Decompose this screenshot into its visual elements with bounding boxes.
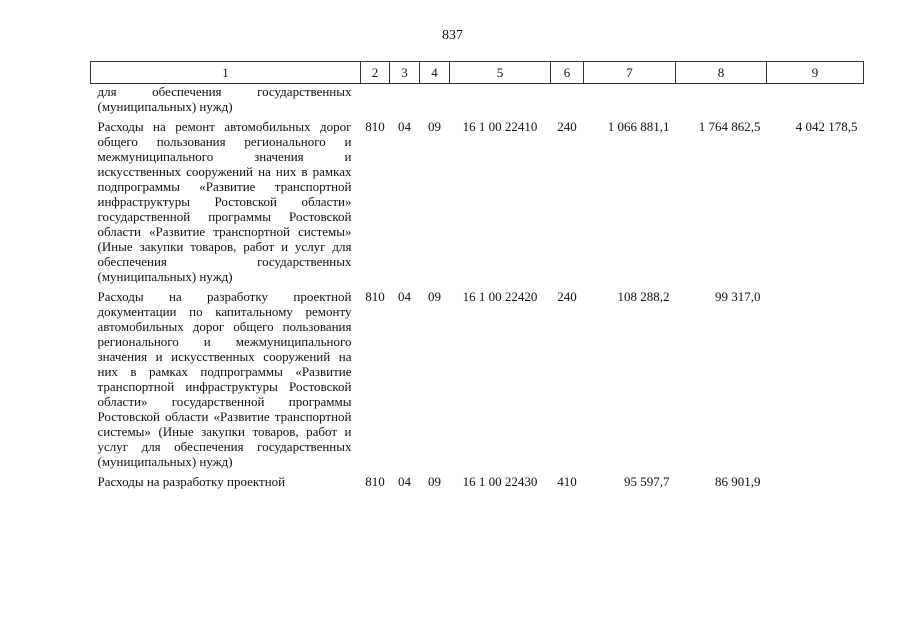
cell-section	[390, 84, 420, 120]
table-row	[91, 119, 864, 289]
column-header-7: 7	[584, 62, 676, 84]
cell-expense-type: 240	[557, 289, 577, 304]
budget-table	[90, 61, 864, 489]
row-description: для обеспечения государственных (муниципальных) нужд)	[97, 84, 352, 114]
cell-amount-col7: 1 066 881,1	[607, 119, 670, 134]
cell-section: 04	[398, 474, 411, 489]
cell-amount-col8	[676, 84, 767, 120]
page-number: 837	[442, 28, 463, 43]
cell-target-code: 16 1 00 22410	[462, 119, 538, 134]
cell-amount-col8: 99 317,0	[715, 289, 761, 304]
cell-amount-col9	[767, 289, 864, 474]
cell-section: 04	[398, 289, 411, 304]
cell-ministry	[361, 84, 390, 120]
column-header-2: 2	[361, 62, 390, 84]
column-header-9: 9	[767, 62, 864, 84]
cell-section: 04	[398, 119, 411, 134]
cell-amount-col9	[767, 474, 864, 489]
cell-subsection: 09	[428, 119, 441, 134]
cell-amount-col8: 1 764 862,5	[698, 119, 761, 134]
cell-amount-col7: 108 288,2	[617, 289, 670, 304]
cell-amount-col7	[584, 84, 676, 120]
column-header-3: 3	[390, 62, 420, 84]
cell-subsection	[420, 84, 450, 120]
cell-expense-type: 240	[557, 119, 577, 134]
cell-target-code: 16 1 00 22430	[462, 474, 538, 489]
cell-target-code	[450, 84, 551, 120]
cell-subsection: 09	[428, 474, 441, 489]
table-header-row	[91, 62, 864, 84]
row-description: Расходы на разработку проектной документации по капитальному ремонту автомобильных дорог общего пользования регионального и межмуниципального значения и искусственных сооружений на них в рамках подпрограммы «Развитие транспортной инфраструктуры Ростовской области» государственной программы Ростовской области «Развитие транспортной системы» (Иные закупки товаров, работ и услуг для обеспечения государственных (муниципальных) нужд)	[97, 289, 352, 469]
cell-amount-col8: 86 901,9	[715, 474, 761, 489]
column-header-8: 8	[676, 62, 767, 84]
cell-expense-type	[551, 84, 584, 120]
table-row	[91, 84, 864, 120]
cell-expense-type: 410	[557, 474, 577, 489]
cell-ministry: 810	[365, 289, 385, 304]
cell-subsection: 09	[428, 289, 441, 304]
cell-ministry: 810	[365, 474, 385, 489]
column-header-4: 4	[420, 62, 450, 84]
table-row	[91, 474, 864, 489]
row-description: Расходы на разработку проектной	[97, 474, 286, 489]
column-header-6: 6	[551, 62, 584, 84]
column-header-5: 5	[450, 62, 551, 84]
cell-amount-col9	[767, 84, 864, 120]
row-description: Расходы на ремонт автомобильных дорог общего пользования регионального и межмуниципального значения и искусственных сооружений на них в рамках подпрограммы «Развитие транспортной инфраструктуры Ростовской области» государственной программы Ростовской области «Развитие транспортной системы» (Иные закупки товаров, работ и услуг для обеспечения государственных (муниципальных) нужд)	[97, 119, 352, 284]
cell-target-code: 16 1 00 22420	[462, 289, 538, 304]
column-header-1: 1	[91, 62, 361, 84]
table-row	[91, 289, 864, 474]
cell-ministry: 810	[365, 119, 385, 134]
cell-amount-col9: 4 042 178,5	[795, 119, 858, 134]
cell-amount-col7: 95 597,7	[624, 474, 670, 489]
